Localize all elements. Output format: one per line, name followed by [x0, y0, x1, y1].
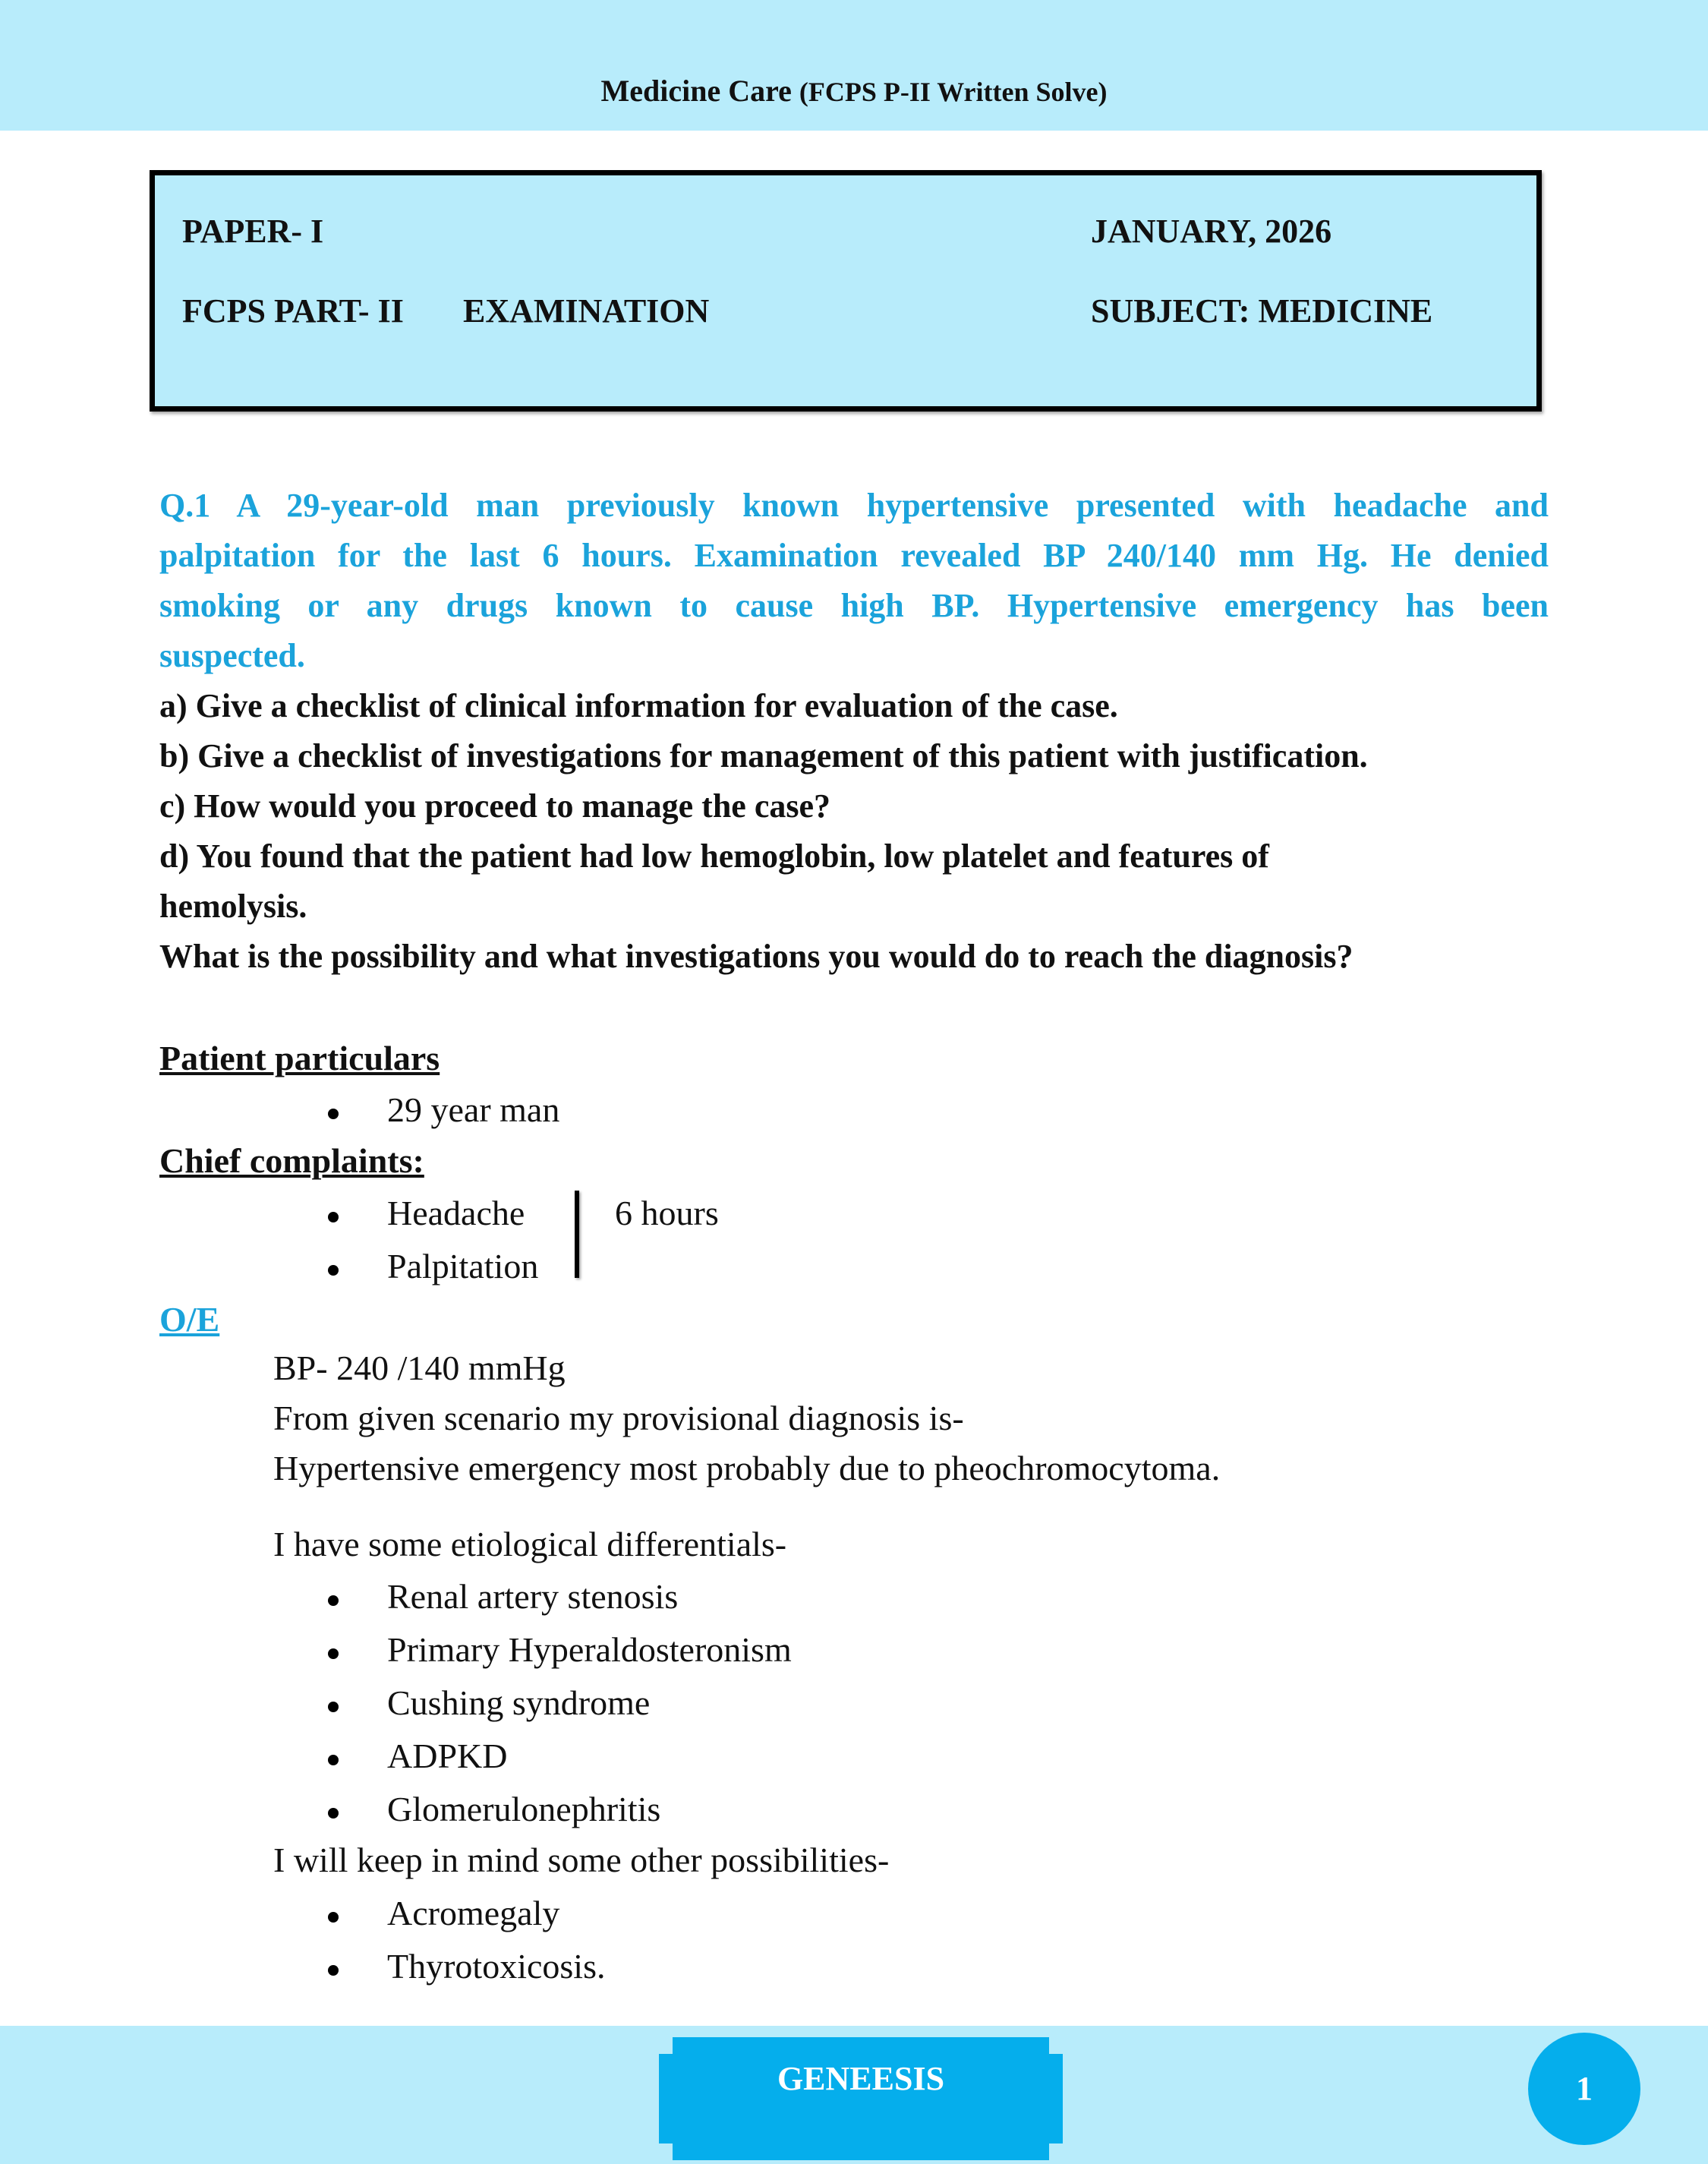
complaints-bracket — [575, 1191, 579, 1278]
complaint-item: Headache — [387, 1194, 525, 1232]
bullet-dot — [328, 1702, 339, 1712]
exam-subject: SUBJECT: MEDICINE — [1091, 292, 1433, 330]
question-block — [159, 481, 1549, 982]
question-part-a: a) Give a checklist of clinical information for evaluation of the case. — [159, 687, 1118, 724]
question-stem-line: palpitation for the last 6 hours. Examination revealed BP 240/140 mm Hg. He denied — [159, 537, 1549, 574]
bullet-dot — [328, 1912, 339, 1923]
differential-item: ADPKD — [387, 1737, 508, 1775]
other-possibilities-intro: I will keep in mind some other possibilities- — [273, 1841, 890, 1879]
running-head-subtitle: (FCPS P-II Written Solve) — [799, 77, 1108, 107]
bp-reading: BP- 240 /140 mmHg — [273, 1349, 566, 1387]
header-band — [0, 0, 1708, 131]
complaints-duration: 6 hours — [615, 1194, 719, 1232]
question-part-d-cont: hemolysis. — [159, 888, 307, 925]
running-head-title: Medicine Care — [600, 74, 792, 108]
bullet-dot — [328, 1808, 339, 1819]
running-head — [0, 73, 1708, 109]
differentials-intro: I have some etiological differentials- — [273, 1525, 787, 1563]
bullet-dot — [328, 1965, 339, 1976]
question-stem-line: smoking or any drugs known to cause high BP. Hypertensive emergency has been — [159, 587, 1549, 624]
differential-item: Renal artery stenosis — [387, 1577, 679, 1616]
question-part-b: b) Give a checklist of investigations for management of this patient with justification. — [159, 737, 1368, 774]
patient-item: 29 year man — [387, 1090, 560, 1129]
differential-item: Cushing syndrome — [387, 1683, 651, 1722]
question-part-d-final: What is the possibility and what investigations you would do to reach the diagnosis? — [159, 938, 1353, 975]
differential-item: Glomerulonephritis — [387, 1790, 661, 1828]
exam-paper: PAPER- I — [182, 213, 324, 250]
differential-item: Primary Hyperaldosteronism — [387, 1630, 792, 1669]
bullet-dot — [328, 1212, 339, 1222]
exam-examination: EXAMINATION — [463, 292, 710, 330]
other-possibility-item: Thyrotoxicosis. — [387, 1947, 606, 1986]
exam-info-box — [150, 170, 1542, 412]
oe-heading: O/E — [159, 1300, 220, 1339]
complaint-item: Palpitation — [387, 1247, 539, 1285]
exam-part: FCPS PART- II — [182, 292, 404, 330]
chief-complaints-heading: Chief complaints: — [159, 1141, 424, 1180]
question-part-c: c) How would you proceed to manage the case? — [159, 787, 830, 825]
bullet-dot — [328, 1595, 339, 1606]
bullet-dot — [328, 1265, 339, 1276]
brand-tab — [659, 2037, 1063, 2160]
bullet-dot — [328, 1755, 339, 1765]
question-stem-line: Q.1 A 29-year-old man previously known hypertensive presented with headache and — [159, 487, 1549, 524]
brand-label: GENEESIS — [777, 2060, 945, 2097]
bullet-dot — [328, 1648, 339, 1659]
provisional-intro: From given scenario my provisional diagnosis is- — [273, 1399, 964, 1437]
patient-particulars-heading: Patient particulars — [159, 1039, 440, 1077]
provisional-diagnosis: Hypertensive emergency most probably due to pheochromocytoma. — [273, 1449, 1221, 1487]
page-number: 1 — [1576, 2070, 1593, 2107]
bullet-dot — [328, 1109, 339, 1119]
exam-date: JANUARY, 2026 — [1091, 213, 1332, 250]
question-stem-line: suspected. — [159, 637, 305, 674]
question-part-d: d) You found that the patient had low hemoglobin, low platelet and features of — [159, 838, 1269, 875]
other-possibility-item: Acromegaly — [387, 1894, 560, 1932]
